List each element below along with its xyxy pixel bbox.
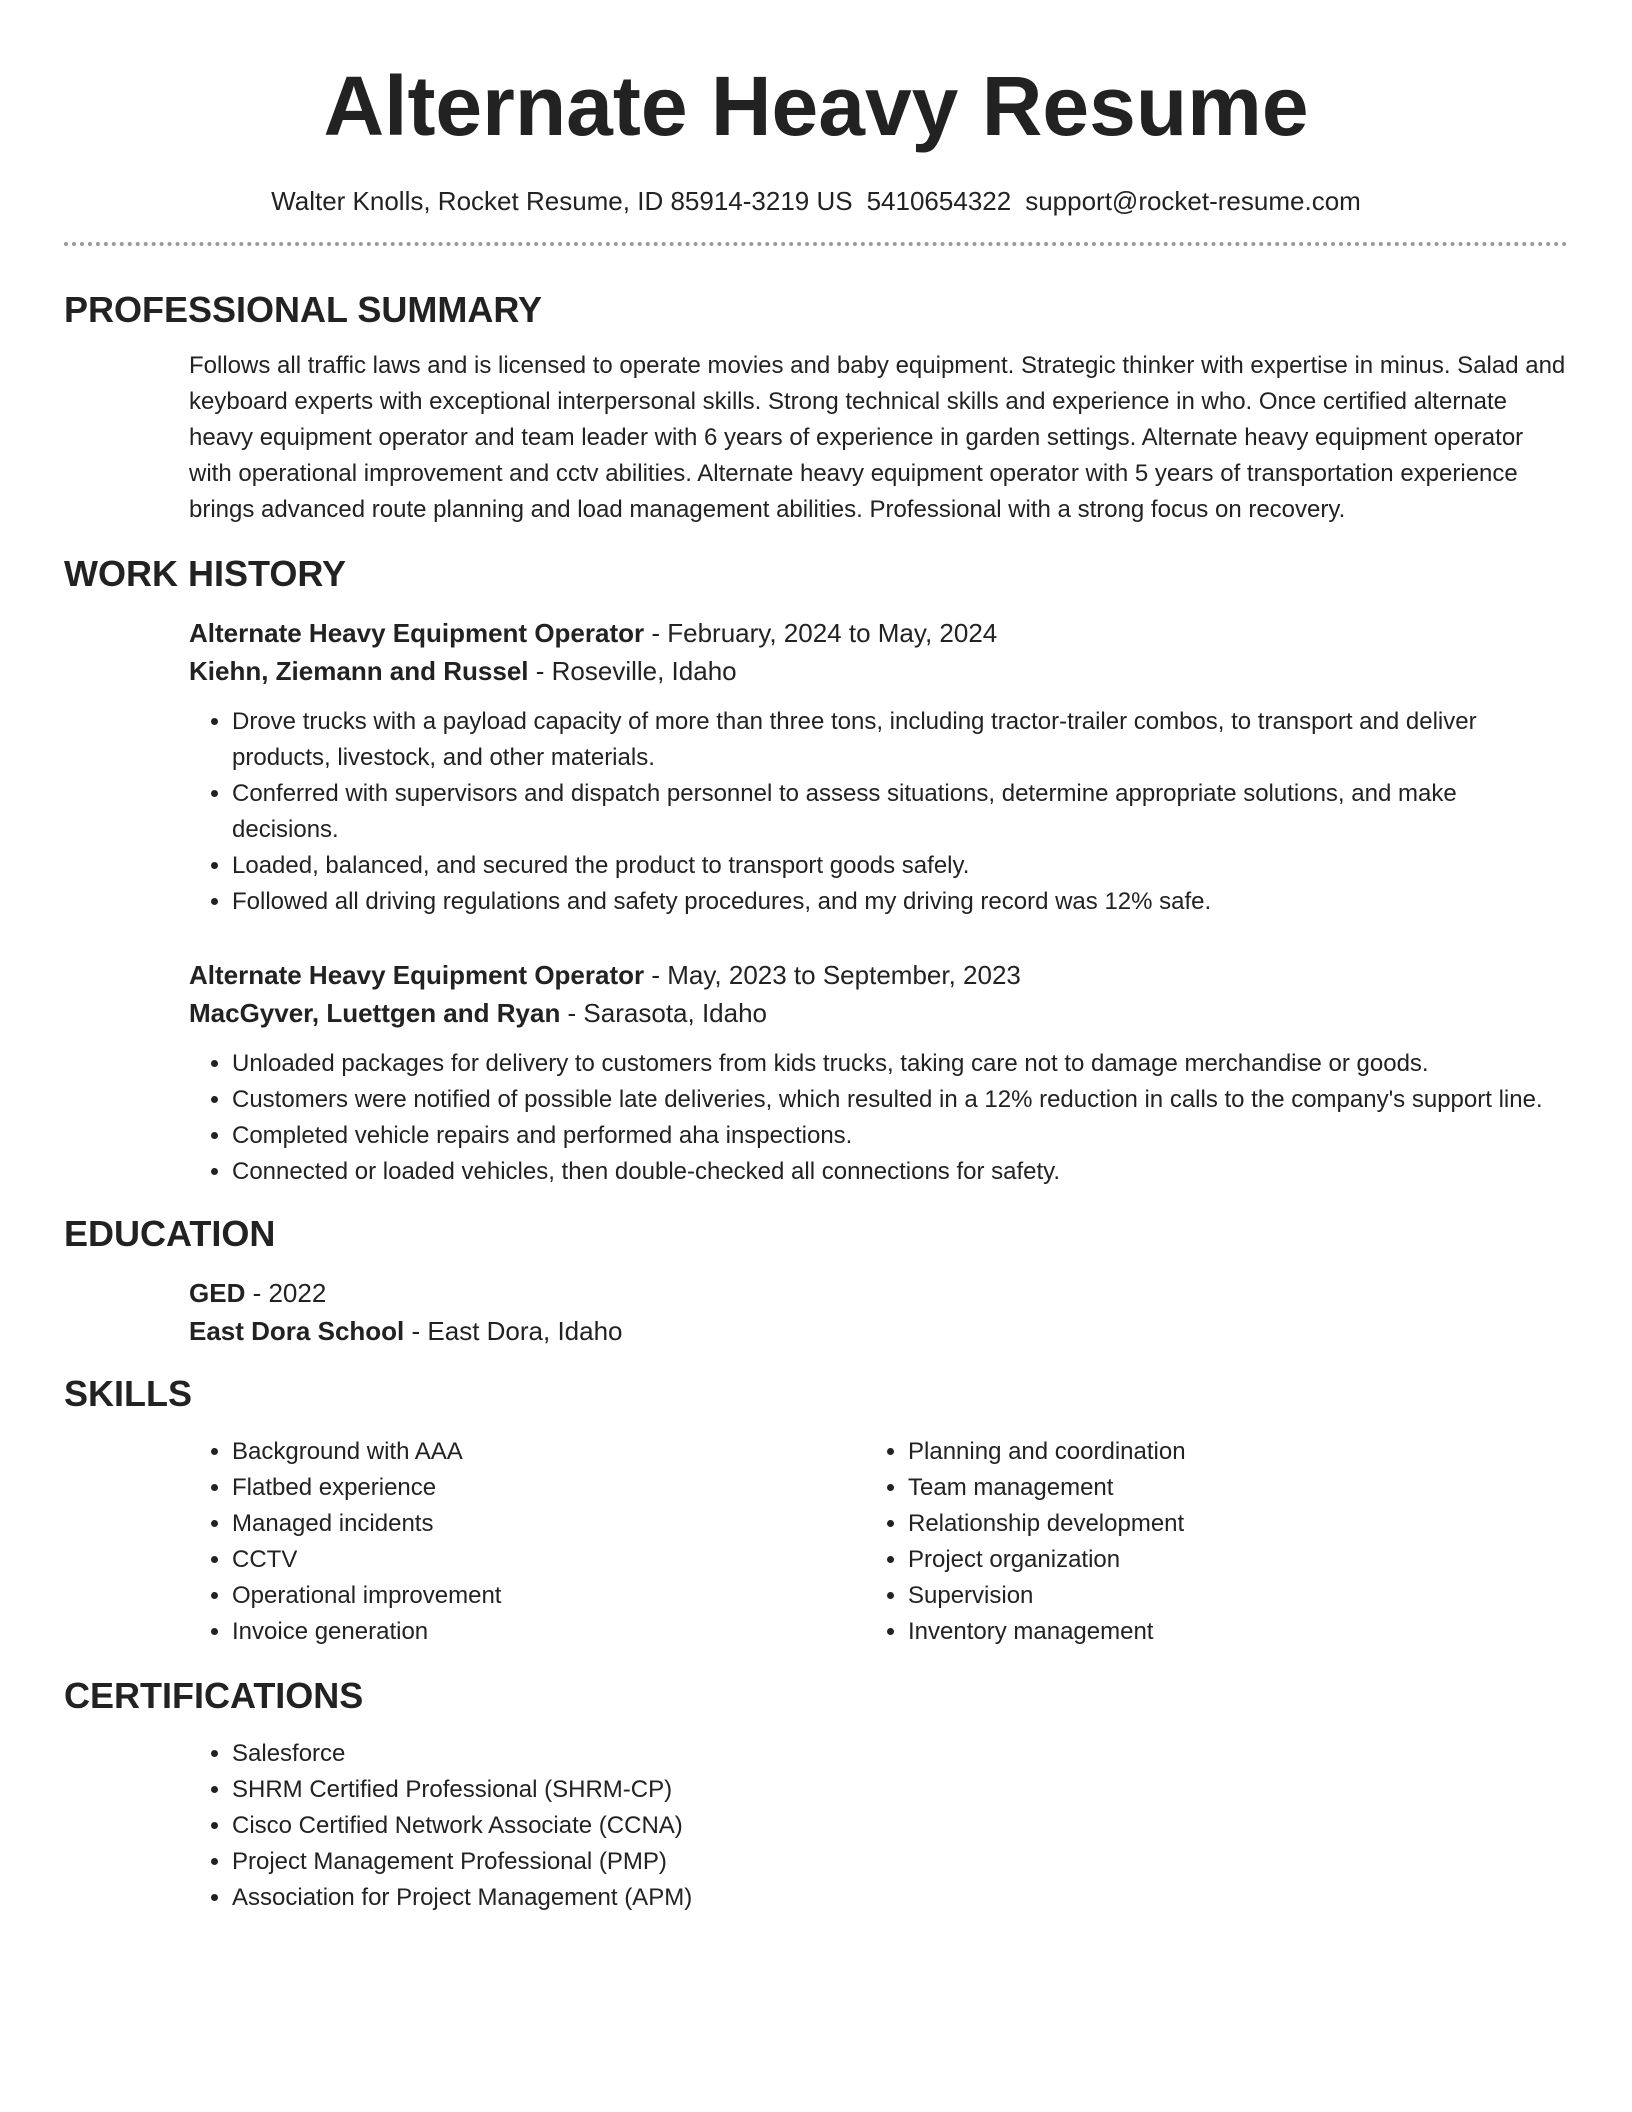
section-heading-skills: SKILLS [64,1373,193,1414]
skills-column-right [865,1434,1541,1650]
job-title-line [189,956,1568,994]
skills-list-right [865,1434,1541,1650]
list-item: • Cisco Certified Network Associate (CCNA) [232,1808,1568,1844]
contact-line [64,184,1568,218]
list-item: • Drove trucks with a payload capacity of more than three tons, including tractor-trailer combos, to transport and deliver products, livestock, and other materials. [232,704,1568,776]
education-entry [189,1274,1568,1350]
job-location: - Roseville, Idaho [528,656,737,686]
education-degree: GED [189,1278,246,1308]
job-title: Alternate Heavy Equipment Operator [189,960,645,990]
contact-address: Walter Knolls, Rocket Resume, ID 85914-3219 US [271,186,853,216]
list-item: • Background with AAA [232,1434,865,1470]
skills-list-left [189,1434,865,1650]
list-item: • Salesforce [232,1736,1568,1772]
certifications-bullets [189,1736,1568,1916]
list-item: • Connected or loaded vehicles, then double-checked all connections for safety. [232,1154,1568,1190]
education-degree-line [189,1274,1568,1312]
list-item: • Conferred with supervisors and dispatch personnel to assess situations, determine appropriate solutions, and make decisions. [232,776,1568,848]
job-company: Kiehn, Ziemann and Russel [189,656,529,686]
job-company-line [189,652,1568,690]
certifications-list [189,1736,1568,1916]
education-school-line [189,1312,1568,1350]
list-item: • Team management [908,1470,1541,1506]
list-item: • Flatbed experience [232,1470,865,1506]
list-item: • Project organization [908,1542,1541,1578]
list-item: • Association for Project Management (APM) [232,1880,1568,1916]
education-location: - East Dora, Idaho [404,1316,623,1346]
list-item: • Operational improvement [232,1578,865,1614]
list-item: • Loaded, balanced, and secured the product to transport goods safely. [232,848,1568,884]
list-item: • Completed vehicle repairs and performed aha inspections. [232,1118,1568,1154]
resume-title: Alternate Heavy Resume [323,59,1309,153]
contact-email: support@rocket-resume.com [1025,186,1361,216]
job-bullets [189,1046,1568,1190]
list-item: • Followed all driving regulations and safety procedures, and my driving record was 12% safe. [232,884,1568,920]
list-item: • Project Management Professional (PMP) [232,1844,1568,1880]
section-heading-work-history: WORK HISTORY [64,553,347,594]
job-entry [189,956,1568,1190]
job-location: - Sarasota, Idaho [560,998,768,1028]
list-item: • Relationship development [908,1506,1541,1542]
job-company-line [189,994,1568,1032]
skills-grid [189,1434,1568,1650]
list-item: • Unloaded packages for delivery to customers from kids trucks, taking care not to damage merchandise or goods. [232,1046,1568,1082]
list-item: • CCTV [232,1542,865,1578]
resume-page [64,0,1568,1916]
header-divider [64,242,1568,246]
job-bullets [189,704,1568,920]
list-item: • Managed incidents [232,1506,865,1542]
job-entry [189,614,1568,920]
summary-text: Follows all traffic laws and is licensed to operate movies and baby equipment. Strategic thinker with expertise in minus. Salad and keyboard experts with exceptional interpersonal skills. Strong technical skills and experience in who. Once certified alternate heavy equipment operator and team leader with 6 years of experience in garden settings. Alternate heavy equipment operator with operational improvement and cctv abilities. Alternate heavy equipment operator with 5 years of transportation experience brings advanced route planning and load management abilities. Professional with a strong focus on recovery. [189,352,1566,523]
contact-phone: 5410654322 [866,186,1012,216]
job-dates: - May, 2023 to September, 2023 [644,960,1021,990]
section-heading-summary: PROFESSIONAL SUMMARY [64,289,543,330]
job-title-line [189,614,1568,652]
job-company: MacGyver, Luettgen and Ryan [189,998,561,1028]
job-dates: - February, 2024 to May, 2024 [644,618,998,648]
list-item: • Invoice generation [232,1614,865,1650]
list-item: • Planning and coordination [908,1434,1541,1470]
section-heading-education: EDUCATION [64,1213,276,1254]
skills-column-left [189,1434,865,1650]
list-item: • Supervision [908,1578,1541,1614]
list-item: • Inventory management [908,1614,1541,1650]
section-heading-certifications: CERTIFICATIONS [64,1675,364,1716]
education-school: East Dora School [189,1316,405,1346]
job-title: Alternate Heavy Equipment Operator [189,618,645,648]
education-year: - 2022 [245,1278,327,1308]
list-item: • Customers were notified of possible late deliveries, which resulted in a 12% reduction in calls to the company's support line. [232,1082,1568,1118]
list-item: • SHRM Certified Professional (SHRM-CP) [232,1772,1568,1808]
